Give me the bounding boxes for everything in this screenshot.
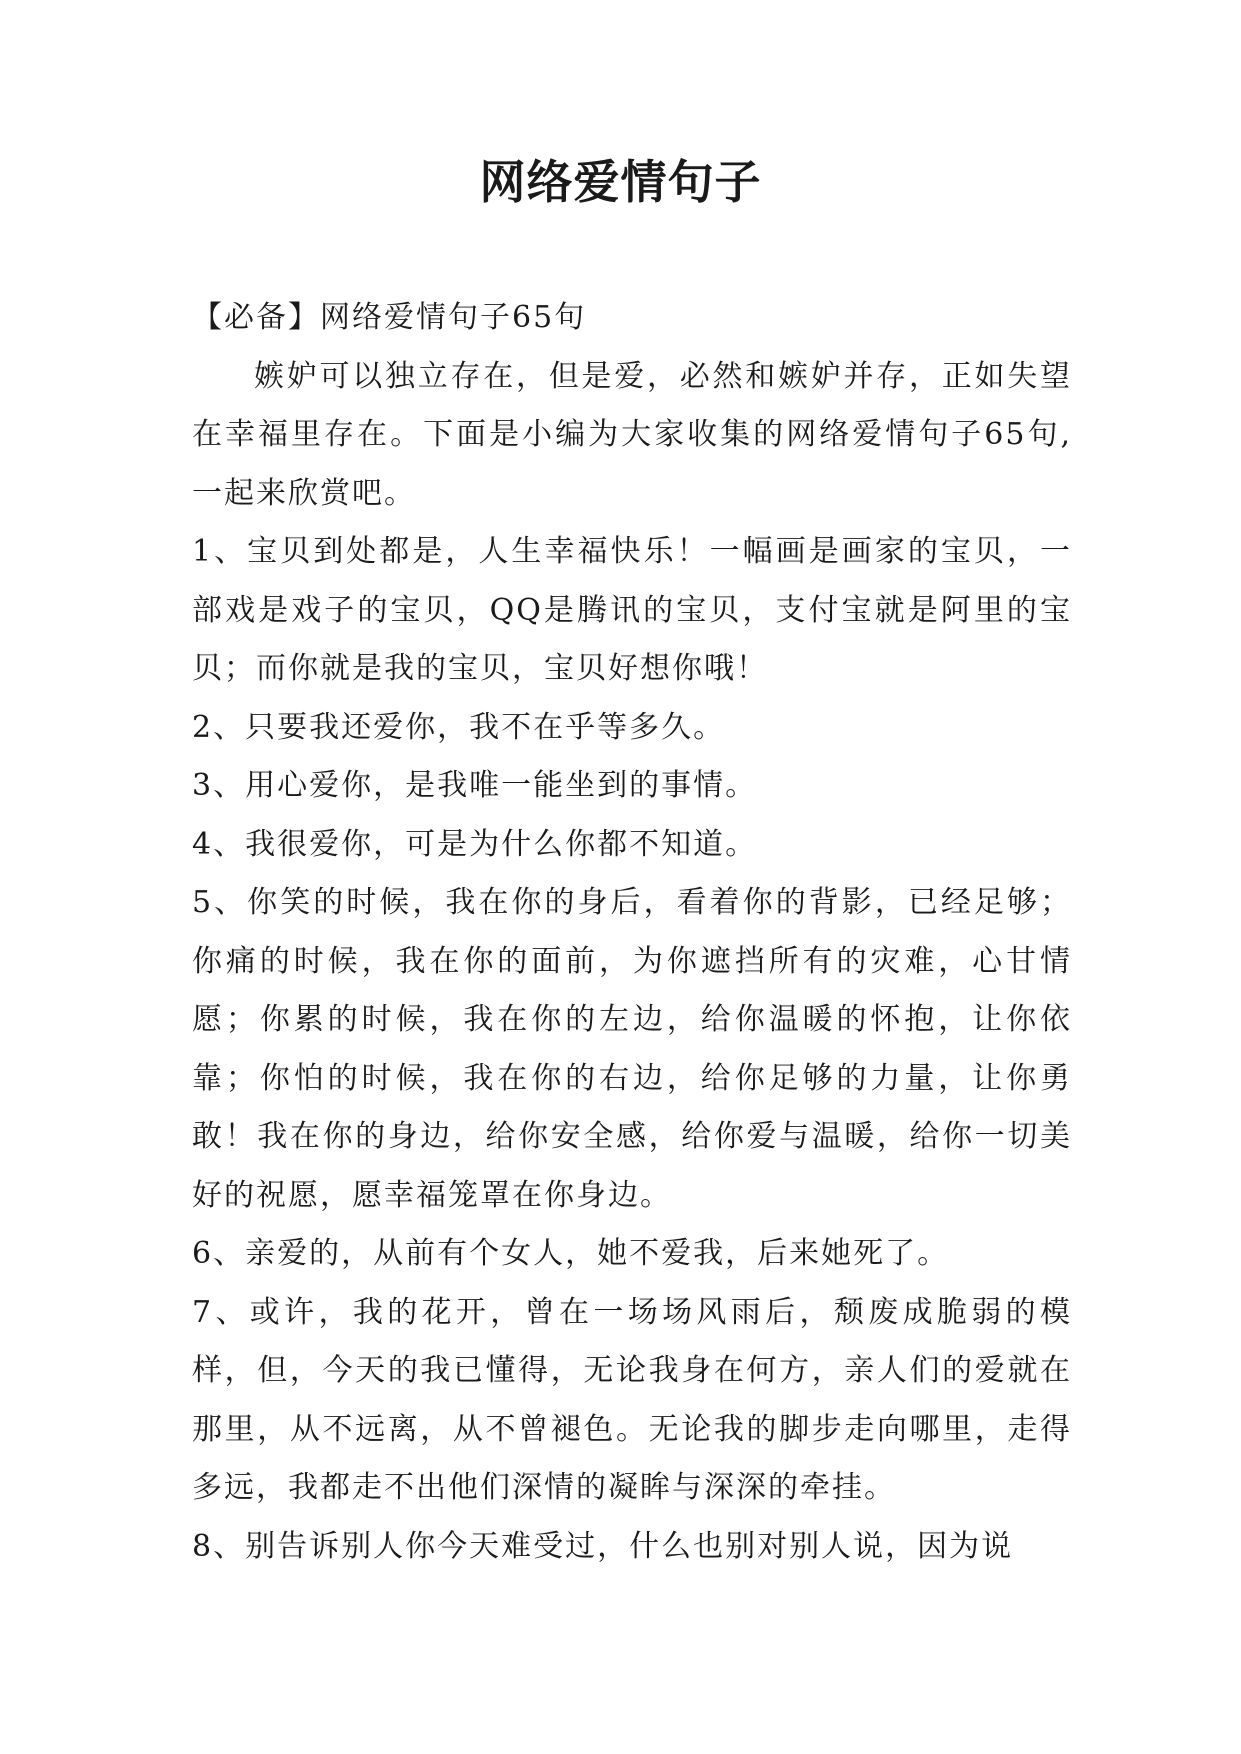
sentence-item-1: 1、宝贝到处都是，人生幸福快乐！一幅画是画家的宝贝，一部戏是戏子的宝贝，QQ是腾讯的宝贝，支付宝就是阿里的宝贝；而你就是我的宝贝，宝贝好想你哦！ xyxy=(192,534,1072,686)
document-body xyxy=(192,289,1072,1576)
intro-paragraph: 嫉妒可以独立存在，但是爱，必然和嫉妒并存，正如失望在幸福里存在。下面是小编为大家收集的网络爱情句子65句,一起来欣赏吧。 xyxy=(192,358,1072,511)
sentence-item-6: 6、亲爱的，从前有个女人，她不爱我，后来她死了。 xyxy=(192,1236,950,1271)
sentence-item-4: 4、我很爱你，可是为什么你都不知道。 xyxy=(192,826,758,862)
page-title: 网络爱情句子 xyxy=(479,155,762,209)
sentence-item-3: 3、用心爱你，是我唯一能坐到的事情。 xyxy=(192,768,758,803)
sentence-item-7: 7、或许，我的花开，曾在一场场风雨后，颓废成脆弱的模样，但，今天的我已懂得，无论我身在何方，亲人们的爱就在那里，从不远离，从不曾褪色。无论我的脚步走向哪里，走得多远，我都走不出他们深情的凝眸与深深的牵挂。 xyxy=(192,1294,1072,1505)
sentence-item-5: 5、你笑的时候，我在你的身后，看着你的背影，已经足够；你痛的时候，我在你的面前，为你遮挡所有的灾难，心甘情愿；你累的时候，我在你的左边，给你温暖的怀抱，让你依靠；你怕的时候，我在你的右边，给你足够的力量，让你勇敢！我在你的身边，给你安全感，给你爱与温暖，给你一切美好的祝愿，愿幸福笼罩在你身边。 xyxy=(192,885,1072,1213)
sentence-item-2: 2、只要我还爱你，我不在乎等多久。 xyxy=(192,709,726,745)
subtitle-line: 【必备】网络爱情句子65句 xyxy=(192,300,587,335)
sentence-item-8: 8、别告诉别人你今天难受过，什么也别对别人说，因为说 xyxy=(192,1528,1014,1564)
